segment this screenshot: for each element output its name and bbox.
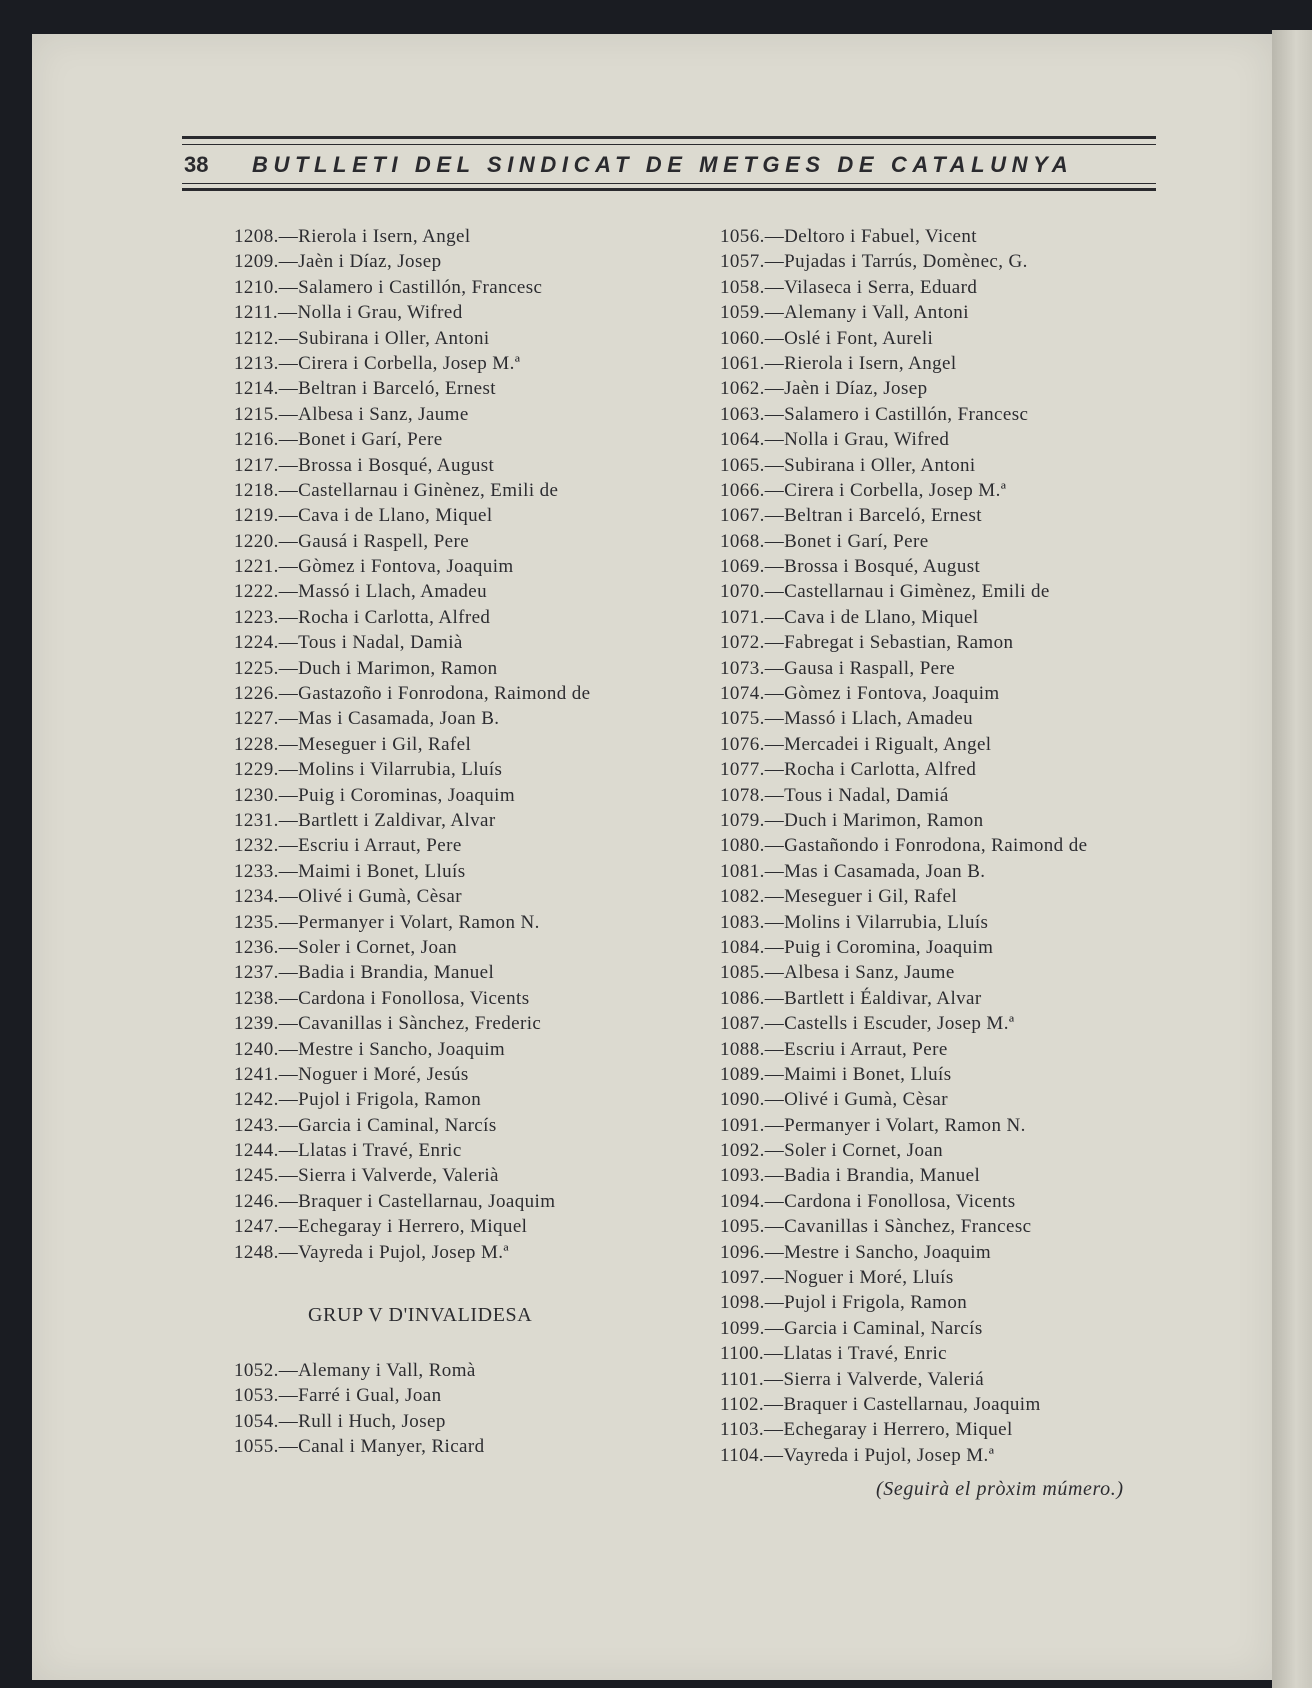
list-item: 1065.—Subirana i Oller, Antoni (720, 454, 976, 476)
left-column (234, 224, 591, 1265)
list-item: 1241.—Noguer i Moré, Jesús (234, 1063, 469, 1085)
list-item: 1098.—Pujol i Frigola, Ramon (720, 1292, 968, 1314)
list-item: 1099.—Garcia i Caminal, Narcís (720, 1317, 983, 1339)
list-item: 1060.—Oslé i Font, Aureli (720, 327, 934, 349)
list-item: 1061.—Rierola i Isern, Angel (720, 352, 957, 374)
list-item: 1221.—Gòmez i Fontova, Joaquim (234, 556, 514, 578)
list-item: 1100.—Llatas i Travé, Enric (720, 1343, 947, 1365)
list-item: 1215.—Albesa i Sanz, Jaume (234, 403, 469, 425)
list-item: 1101.—Sierra i Valverde, Valeriá (720, 1368, 985, 1390)
list-item: 1058.—Vilaseca i Serra, Eduard (720, 276, 978, 298)
list-item: 1247.—Echegaray i Herrero, Miquel (234, 1216, 528, 1238)
list-item: 1245.—Sierra i Valverde, Valerià (234, 1165, 499, 1187)
list-item: 1233.—Maimi i Bonet, Lluís (234, 860, 466, 882)
section-heading: GRUP V D'INVALIDESA (308, 1304, 533, 1326)
list-item: 1064.—Nolla i Grau, Wifred (720, 429, 950, 451)
list-item: 1229.—Molins i Vilarrubia, Lluís (234, 759, 503, 781)
list-item: 1074.—Gòmez i Fontova, Joaquim (720, 683, 1000, 705)
list-item: 1091.—Permanyer i Volart, Ramon N. (720, 1114, 1026, 1136)
list-item: 1104.—Vayreda i Pujol, Josep M.ª (720, 1444, 995, 1466)
list-item: 1222.—Massó i Llach, Amadeu (234, 581, 488, 603)
list-item: 1231.—Bartlett i Zaldivar, Alvar (234, 809, 496, 831)
list-item: 1209.—Jaèn i Díaz, Josep (234, 251, 442, 273)
header-rule-top-thin (182, 144, 1156, 145)
list-item: 1071.—Cava i de Llano, Miquel (720, 606, 979, 628)
list-item: 1218.—Castellarnau i Ginènez, Emili de (234, 479, 559, 501)
list-item: 1089.—Maimi i Bonet, Lluís (720, 1063, 952, 1085)
list-item: 1248.—Vayreda i Pujol, Josep M.ª (234, 1241, 510, 1263)
list-item: 1063.—Salamero i Castillón, Francesc (720, 403, 1029, 425)
list-item: 1228.—Meseguer i Gil, Rafel (234, 733, 472, 755)
list-item: 1092.—Soler i Cornet, Joan (720, 1140, 944, 1162)
list-item: 1216.—Bonet i Garí, Pere (234, 429, 443, 451)
list-item: 1057.—Pujadas i Tarrús, Domènec, G. (720, 251, 1028, 273)
list-item: 1242.—Pujol i Frigola, Ramon (234, 1089, 482, 1111)
list-item: 1232.—Escriu i Arraut, Pere (234, 835, 462, 857)
list-item: 1230.—Puig i Corominas, Joaquim (234, 784, 516, 806)
header-rule-top (182, 136, 1156, 139)
list-item: 1090.—Olivé i Gumà, Cèsar (720, 1089, 948, 1111)
list-item: 1062.—Jaèn i Díaz, Josep (720, 378, 928, 400)
list-item: 1238.—Cardona i Fonollosa, Vicents (234, 987, 530, 1009)
list-item: 1210.—Salamero i Castillón, Francesc (234, 276, 543, 298)
list-item: 1082.—Meseguer i Gil, Rafel (720, 886, 958, 908)
list-item: 1208.—Rierola i Isern, Angel (234, 226, 471, 247)
page-number: 38 (184, 152, 209, 177)
footer-note: (Seguirà el pròxim múmero.) (876, 1478, 1124, 1500)
list-item: 1237.—Badia i Brandia, Manuel (234, 962, 495, 984)
journal-title: BUTLLETI DEL SINDICAT DE METGES DE CATALUNYA (252, 152, 1074, 177)
list-item: 1055.—Canal i Manyer, Ricard (234, 1436, 485, 1458)
list-item: 1085.—Albesa i Sanz, Jaume (720, 962, 955, 984)
list-item: 1077.—Rocha i Carlotta, Alfred (720, 759, 977, 781)
list-item: 1225.—Duch i Marimon, Ramon (234, 657, 498, 679)
list-item: 1075.—Massó i Llach, Amadeu (720, 708, 974, 730)
list-item: 1083.—Molins i Vilarrubia, Lluís (720, 911, 989, 933)
book-spine (1272, 30, 1312, 1688)
list-item: 1234.—Olivé i Gumà, Cèsar (234, 886, 462, 908)
list-item: 1235.—Permanyer i Volart, Ramon N. (234, 911, 540, 933)
list-item: 1224.—Tous i Nadal, Damià (234, 632, 463, 654)
list-item: 1095.—Cavanillas i Sànchez, Francesc (720, 1216, 1032, 1238)
left-column-group-v (234, 1358, 485, 1460)
list-item: 1056.—Deltoro i Fabuel, Vicent (720, 226, 977, 247)
list-item: 1214.—Beltran i Barceló, Ernest (234, 378, 496, 400)
list-item: 1084.—Puig i Coromina, Joaquim (720, 936, 994, 958)
list-item: 1078.—Tous i Nadal, Damiá (720, 784, 949, 806)
list-item: 1226.—Gastazoño i Fonrodona, Raimond de (234, 683, 591, 705)
list-item: 1073.—Gausa i Raspall, Pere (720, 657, 956, 679)
list-item: 1246.—Braquer i Castellarnau, Joaquim (234, 1190, 556, 1212)
list-item: 1212.—Subirana i Oller, Antoni (234, 327, 490, 349)
list-item: 1066.—Cirera i Corbella, Josep M.ª (720, 479, 1007, 501)
list-item: 1102.—Braquer i Castellarnau, Joaquim (720, 1393, 1041, 1415)
list-item: 1053.—Farré i Gual, Joan (234, 1385, 442, 1407)
list-item: 1054.—Rull i Huch, Josep (234, 1410, 446, 1432)
list-item: 1220.—Gausá i Raspell, Pere (234, 530, 470, 552)
header-rule-bottom-thin (182, 183, 1156, 184)
list-item: 1240.—Mestre i Sancho, Joaquim (234, 1038, 506, 1060)
list-item: 1059.—Alemany i Vall, Antoni (720, 302, 969, 324)
list-item: 1070.—Castellarnau i Gimènez, Emili de (720, 581, 1050, 603)
list-item: 1236.—Soler i Cornet, Joan (234, 936, 458, 958)
list-item: 1072.—Fabregat i Sebastian, Ramon (720, 632, 1014, 654)
list-item: 1076.—Mercadei i Rigualt, Angel (720, 733, 992, 755)
list-item: 1069.—Brossa i Bosqué, August (720, 556, 981, 578)
list-item: 1081.—Mas i Casamada, Joan B. (720, 860, 986, 882)
list-item: 1087.—Castells i Escuder, Josep M.ª (720, 1013, 1015, 1035)
list-item: 1086.—Bartlett i Éaldivar, Alvar (720, 987, 982, 1009)
list-item: 1227.—Mas i Casamada, Joan B. (234, 708, 500, 730)
list-item: 1097.—Noguer i Moré, Lluís (720, 1267, 954, 1289)
list-item: 1244.—Llatas i Travé, Enric (234, 1140, 462, 1162)
header-rule-bottom (182, 188, 1156, 191)
list-item: 1088.—Escriu i Arraut, Pere (720, 1038, 948, 1060)
list-item: 1079.—Duch i Marimon, Ramon (720, 809, 984, 831)
list-item: 1219.—Cava i de Llano, Miquel (234, 505, 493, 527)
list-item: 1211.—Nolla i Grau, Wifred (234, 302, 463, 324)
list-item: 1103.—Echegaray i Herrero, Miquel (720, 1419, 1013, 1441)
list-item: 1052.—Alemany i Vall, Romà (234, 1360, 476, 1381)
list-item: 1239.—Cavanillas i Sànchez, Frederic (234, 1013, 542, 1035)
list-item: 1080.—Gastañondo i Fonrodona, Raimond de (720, 835, 1088, 857)
list-item: 1223.—Rocha i Carlotta, Alfred (234, 606, 491, 628)
list-item: 1217.—Brossa i Bosqué, August (234, 454, 495, 476)
list-item: 1068.—Bonet i Garí, Pere (720, 530, 929, 552)
list-item: 1243.—Garcia i Caminal, Narcís (234, 1114, 497, 1136)
list-item: 1096.—Mestre i Sancho, Joaquim (720, 1241, 992, 1263)
list-item: 1067.—Beltran i Barceló, Ernest (720, 505, 982, 527)
right-column (720, 224, 1087, 1468)
list-item: 1094.—Cardona i Fonollosa, Vicents (720, 1190, 1016, 1212)
list-item: 1213.—Cirera i Corbella, Josep M.ª (234, 352, 521, 374)
page-header (182, 100, 1156, 192)
list-item: 1093.—Badia i Brandia, Manuel (720, 1165, 981, 1187)
